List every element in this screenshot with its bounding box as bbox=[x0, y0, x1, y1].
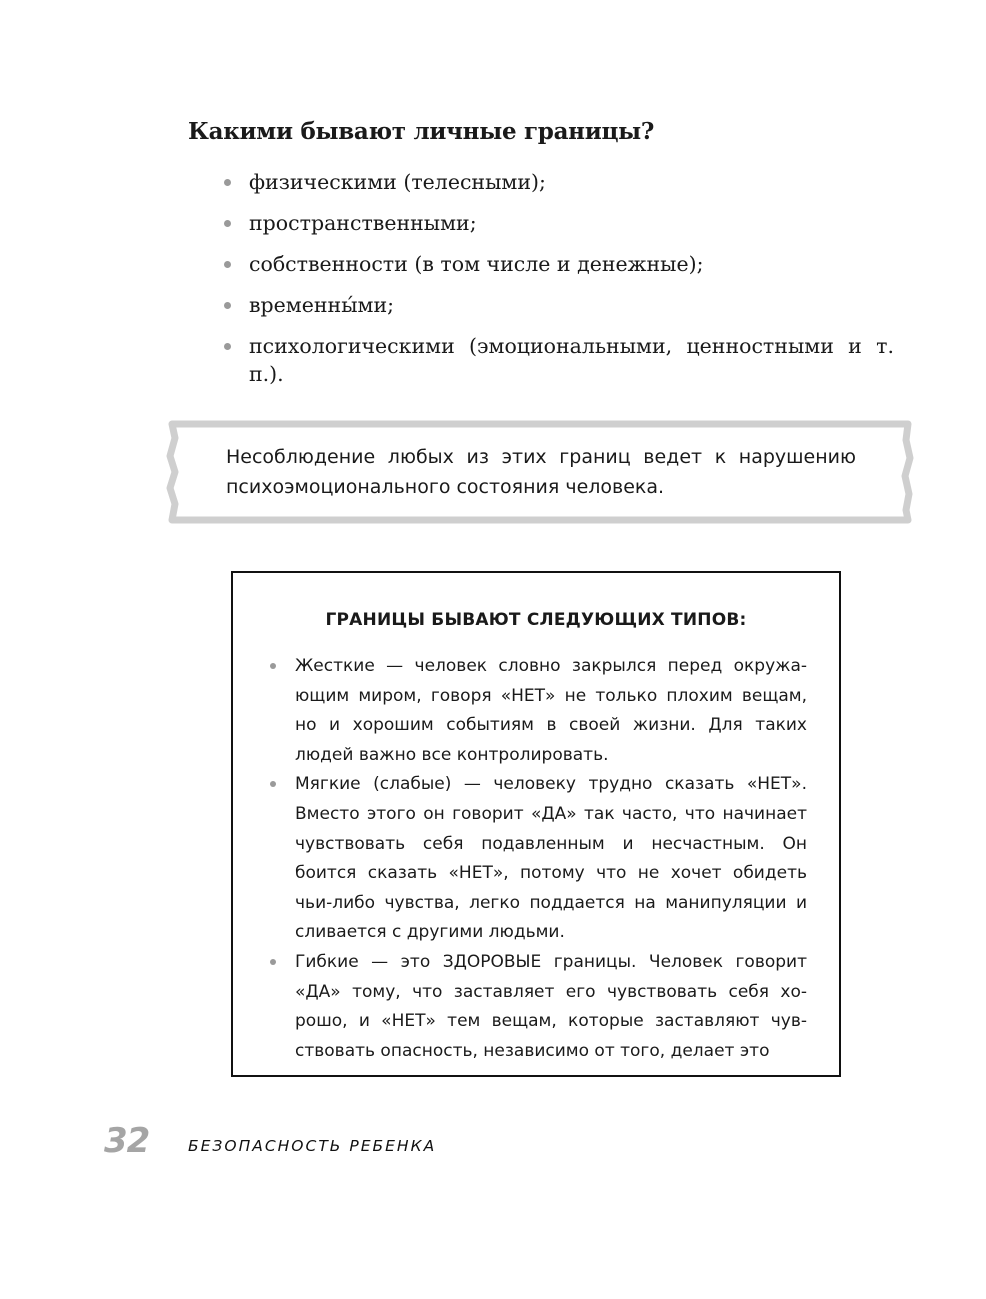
list-item-text: пространственными; bbox=[249, 211, 477, 235]
list-item bbox=[222, 250, 894, 278]
list-item-text: Мягкие (слабые) — человеку трудно сказать «НЕТ». Вместо этого он говорит «ДА» так часто, что начинает чувствовать себя подавленным и несчастным. Он боится сказать «НЕТ», потому что не хочет обидеть чьи-либо чувства, легко поддается на манипуляции и сливается с другими людьми. bbox=[295, 774, 807, 943]
note-text: Несоблюдение любых из этих границ ведет к нарушению психоэмоционального состояния человека. bbox=[226, 446, 856, 498]
list-item bbox=[267, 770, 807, 948]
list-item-text: Жесткие — человек словно закрылся перед окружающим миром, говоря «НЕТ» не только плохим вещам, но и хорошим событиям в своей жизни. Для таких людей важно все контролировать. bbox=[295, 656, 807, 765]
section-heading: Какими бывают личные границы? bbox=[188, 118, 655, 145]
bullet-icon bbox=[270, 663, 276, 669]
bullet-icon bbox=[270, 781, 276, 787]
bullet-icon bbox=[224, 261, 231, 268]
boundary-kinds-list bbox=[222, 168, 894, 388]
list-item bbox=[222, 168, 894, 196]
list-item bbox=[222, 209, 894, 237]
running-title: БЕЗОПАСНОСТЬ РЕБЕНКА bbox=[188, 1137, 437, 1155]
boundary-types-list bbox=[267, 652, 807, 1066]
list-item bbox=[222, 332, 894, 388]
list-item-text: психологическими (эмоциональными, ценностными и т. п.). bbox=[249, 334, 894, 386]
list-item bbox=[222, 291, 894, 319]
list-item-text: физическими (телесными); bbox=[249, 170, 546, 194]
note-callout bbox=[166, 418, 914, 526]
bullet-icon bbox=[270, 959, 276, 965]
bullet-icon bbox=[224, 343, 231, 350]
list-item-text: собственности (в том числе и денежные); bbox=[249, 252, 704, 276]
bullet-icon bbox=[224, 179, 231, 186]
box-title: ГРАНИЦЫ БЫВАЮТ СЛЕДУЮЩИХ ТИПОВ: bbox=[325, 610, 747, 630]
list-item-text: временны́ми; bbox=[249, 293, 395, 317]
boundary-types-box bbox=[231, 571, 841, 1077]
list-item-text: Гибкие — это ЗДОРОВЫЕ границы. Человек говорит «ДА» тому, что заставляет его чувствовать себя хорошо, и «НЕТ» тем вещам, которые заставляют чувствовать опасность, независимо от того, делает это bbox=[295, 951, 807, 1061]
list-item bbox=[267, 948, 807, 1066]
bullet-icon bbox=[224, 220, 231, 227]
list-item bbox=[267, 652, 807, 770]
page-number: 32 bbox=[104, 1121, 150, 1161]
bullet-icon bbox=[224, 302, 231, 309]
